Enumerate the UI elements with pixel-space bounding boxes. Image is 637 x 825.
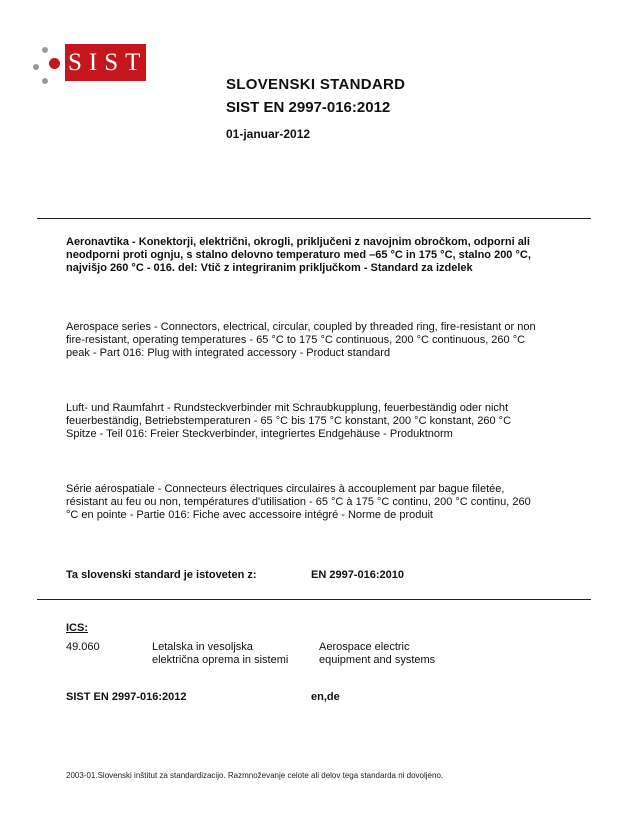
logo-dot-icon <box>42 78 48 84</box>
footer-languages: en,de <box>311 691 340 703</box>
ics-label: ICS: <box>66 622 88 634</box>
logo-dot-icon <box>33 64 39 70</box>
standard-code: SIST EN 2997-016:2012 <box>226 99 391 116</box>
footer-standard-code: SIST EN 2997-016:2012 <box>66 691 187 703</box>
logo-wordmark: SIST <box>65 44 146 81</box>
title-slovenian: Aeronavtika - Konektorji, električni, okrogli, priključeni z navojnim obročkom, odporni ali neodporni proti ognju, s stalno delovno temperaturo med –65 °C in 175 °C, stalno 200 °C, najvišjo 260 °C - 016. del: Vtič z integriranim priključkom - Standard za izdelek <box>66 236 531 274</box>
identity-value: EN 2997-016:2010 <box>311 569 404 581</box>
title-french: Série aérospatiale - Connecteurs électriques circulaires à accouplement par bague filetée, résistant au feu ou non, températures d'utilisation - 65 °C à 175 °C continu, 200 °C continu, 260 °C en pointe - Partie 016: Fiche avec accessoire intégré - Norme de produit <box>66 483 531 521</box>
logo-red-dot-icon <box>49 58 60 69</box>
title-english: Aerospace series - Connectors, electrical, circular, coupled by threaded ring, fire-resistant or non fire-resistant, operating temperatures - 65 °C to 175 °C continuous, 200 °C continuous, 260 °C peak - Part 016: Plug with integrated accessory - Product standard <box>66 321 536 359</box>
title-german: Luft- und Raumfahrt - Rundsteckverbinder mit Schraubkupplung, feuerbeständig oder nicht feuerbeständig, Betriebstemperaturen - 65 °C bis 175 °C konstant, 200 °C konstant, 260 °C Spitze - Teil 016: Freier Steckverbinder, integriertes Endgehäuse - Produktnorm <box>66 402 512 440</box>
standard-heading: SLOVENSKI STANDARD <box>226 76 406 93</box>
copyright-notice: 2003-01.Slovenski inštitut za standardizacijo. Razmnoževanje celote ali delov tega standarda ni dovoljeno. <box>66 771 444 780</box>
standard-date: 01-januar-2012 <box>226 127 311 141</box>
logo-dot-icon <box>42 47 48 53</box>
ics-description-slovenian: Letalska in vesoljska električna oprema in sistemi <box>152 641 289 666</box>
identity-label: Ta slovenski standard je istoveten z: <box>66 569 257 581</box>
ics-code: 49.060 <box>66 641 100 653</box>
sist-logo <box>33 44 168 84</box>
bottom-divider <box>37 599 591 600</box>
ics-description-english: Aerospace electric equipment and systems <box>319 641 436 666</box>
top-divider <box>37 218 591 219</box>
